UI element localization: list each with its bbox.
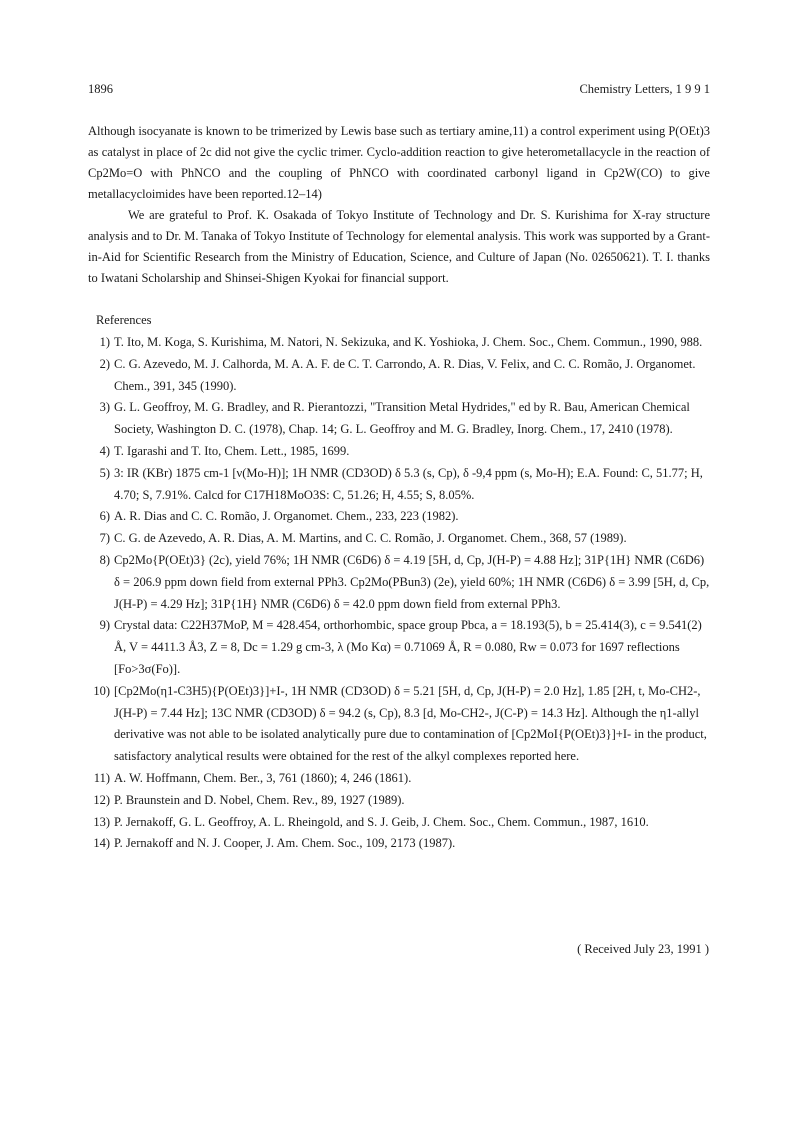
reference-text: C. G. Azevedo, M. J. Calhorda, M. A. A. F. de C. T. Carrondo, A. R. Dias, V. Felix, and C. C. Romão, J. Organomet. Chem., 391, 345 (1990). bbox=[114, 356, 696, 393]
received-date: ( Received July 23, 1991 ) bbox=[577, 942, 709, 956]
reference-item bbox=[88, 506, 712, 528]
reference-text: P. Jernakoff, G. L. Geoffroy, A. L. Rheingold, and S. J. Geib, J. Chem. Soc., Chem. Commun., 1987, 1610. bbox=[114, 814, 649, 829]
reference-text: Cp2Mo{P(OEt)3} (2c), yield 76%; 1H NMR (C6D6) δ = 4.19 [5H, d, Cp, J(H-P) = 4.88 Hz]; 31P{1H} NMR (C6D6) δ = 206.9 ppm down field from external PPh3. Cp2Mo(PBun3) (2e), yield 60%; 1H NMR (C6D6) δ = 3.99 [5H, d, Cp, J(H-P) = 4.29 Hz]; 31P{1H} NMR (C6D6) δ = 42.0 ppm down field from external PPh3. bbox=[114, 552, 710, 611]
page-number: 1896 bbox=[88, 82, 113, 96]
reference-text: P. Braunstein and D. Nobel, Chem. Rev., 89, 1927 (1989). bbox=[114, 792, 405, 807]
reference-number: 10) bbox=[93, 683, 110, 698]
reference-text: [Cp2Mo(η1-C3H5){P(OEt)3}]+I-, 1H NMR (CD3OD) δ = 5.21 [5H, d, Cp, J(H-P) = 2.0 Hz], 1.85 [2H, t, Mo-CH2-, J(H-P) = 7.44 Hz]; 13C NMR (CD3OD) δ = 94.2 (s, Cp), 8.3 [d, Mo-CH2-, J(C-P) = 14.3 Hz]. Although the η1-allyl derivative was not able to be isolated analytically pure due to contamination of [Cp2MoI{P(OEt)3}]+I- in the product, satisfactory analytical results were obtained for the rest of the alkyl complexes reported here. bbox=[114, 683, 707, 764]
reference-text: T. Ito, M. Koga, S. Kurishima, M. Natori, N. Sekizuka, and K. Yoshioka, J. Chem. Soc., Chem. Commun., 1990, 988. bbox=[114, 335, 703, 349]
reference-item bbox=[88, 833, 712, 855]
reference-number: 14) bbox=[93, 836, 110, 851]
reference-item bbox=[88, 354, 712, 398]
reference-text: T. Igarashi and T. Ito, Chem. Lett., 1985, 1699. bbox=[114, 443, 350, 458]
reference-number: 9) bbox=[99, 618, 110, 633]
reference-item bbox=[88, 441, 712, 463]
references-list bbox=[88, 332, 712, 855]
reference-number: 12) bbox=[93, 792, 110, 807]
reference-item bbox=[88, 550, 712, 615]
reference-number: 2) bbox=[99, 356, 110, 371]
references-heading: References bbox=[96, 313, 152, 327]
reference-item bbox=[88, 615, 712, 680]
reference-number: 7) bbox=[99, 531, 110, 546]
reference-text: Crystal data: C22H37MoP, M = 428.454, orthorhombic, space group Pbca, a = 18.193(5), b = 25.414(3), c = 9.541(2) Å, V = 4411.3 Å3, Z = 8, Dc = 1.29 g cm-3, λ (Mo Kα) = 0.71069 Å, R = 0.080, Rw = 0.073 for 1697 reflections [Fo>3σ(Fo)]. bbox=[114, 618, 702, 676]
reference-text: A. W. Hoffmann, Chem. Ber., 3, 761 (1860); 4, 246 (1861). bbox=[114, 770, 412, 785]
reference-number: 13) bbox=[93, 814, 110, 829]
acknowledgement-paragraph bbox=[88, 205, 710, 289]
reference-item bbox=[88, 681, 712, 768]
journal-name: Chemistry Letters, 1 9 9 1 bbox=[579, 82, 710, 96]
reference-text: A. R. Dias and C. C. Romão, J. Organomet. Chem., 233, 223 (1982). bbox=[114, 509, 459, 524]
reference-number: 1) bbox=[99, 335, 110, 349]
reference-text: C. G. de Azevedo, A. R. Dias, A. M. Martins, and C. C. Romão, J. Organomet. Chem., 368, 57 (1989). bbox=[114, 531, 627, 546]
reference-item bbox=[88, 463, 712, 507]
reference-item bbox=[88, 812, 712, 834]
body-paragraph-1 bbox=[88, 121, 710, 205]
reference-number: 3) bbox=[99, 400, 110, 415]
reference-number: 11) bbox=[93, 770, 110, 785]
reference-item bbox=[88, 332, 712, 354]
reference-number: 8) bbox=[99, 552, 110, 567]
page-header bbox=[88, 82, 710, 100]
reference-item bbox=[88, 528, 712, 550]
reference-item bbox=[88, 768, 712, 790]
reference-text: 3: IR (KBr) 1875 cm-1 [ν(Mo-H)]; 1H NMR (CD3OD) δ 5.3 (s, Cp), δ -9,4 ppm (s, Mo-H); E.A. Found: C, 51.77; H, 4.70; S, 7.91%. Calcd for C17H18MoO3S: C, 51.26; H, 4.55; S, 8.05%. bbox=[114, 465, 703, 502]
paragraph-1-text: Although isocyanate is known to be trimerized by Lewis base such as tertiary amine,11) a control experiment using P(OEt)3 as catalyst in place of 2c did not give the cyclic trimer. Cyclo-addition reaction to give heterometallacycle in the reaction of Cp2Mo=O with PhNCO and the coupling of PhNCO with coordinated carbonyl ligand in Cp2W(CO) to give metallacycloimides have been reported.12–14) bbox=[88, 124, 710, 201]
reference-number: 4) bbox=[99, 443, 110, 458]
reference-number: 6) bbox=[99, 509, 110, 524]
reference-item bbox=[88, 790, 712, 812]
reference-text: G. L. Geoffroy, M. G. Bradley, and R. Pierantozzi, "Transition Metal Hydrides," ed by R. Bau, American Chemical Society, Washington D. C. (1978), Chap. 14; G. L. Geoffroy and M. G. Bradley, Inorg. Chem., 17, 2410 (1978). bbox=[114, 400, 690, 437]
paragraph-2-text: We are grateful to Prof. K. Osakada of Tokyo Institute of Technology and Dr. S. Kurishima for X-ray structure analysis and to Dr. M. Tanaka of Tokyo Institute of Technology for elemental analysis. This work was supported by a Grant-in-Aid for Scientific Research from the Ministry of Education, Science, and Culture of Japan (No. 02650621). T. I. thanks to Iwatani Scholarship and Shinsei-Shigen Kyokai for financial support. bbox=[88, 208, 710, 285]
reference-text: P. Jernakoff and N. J. Cooper, J. Am. Chem. Soc., 109, 2173 (1987). bbox=[114, 836, 456, 851]
reference-item bbox=[88, 397, 712, 441]
reference-number: 5) bbox=[99, 465, 110, 480]
